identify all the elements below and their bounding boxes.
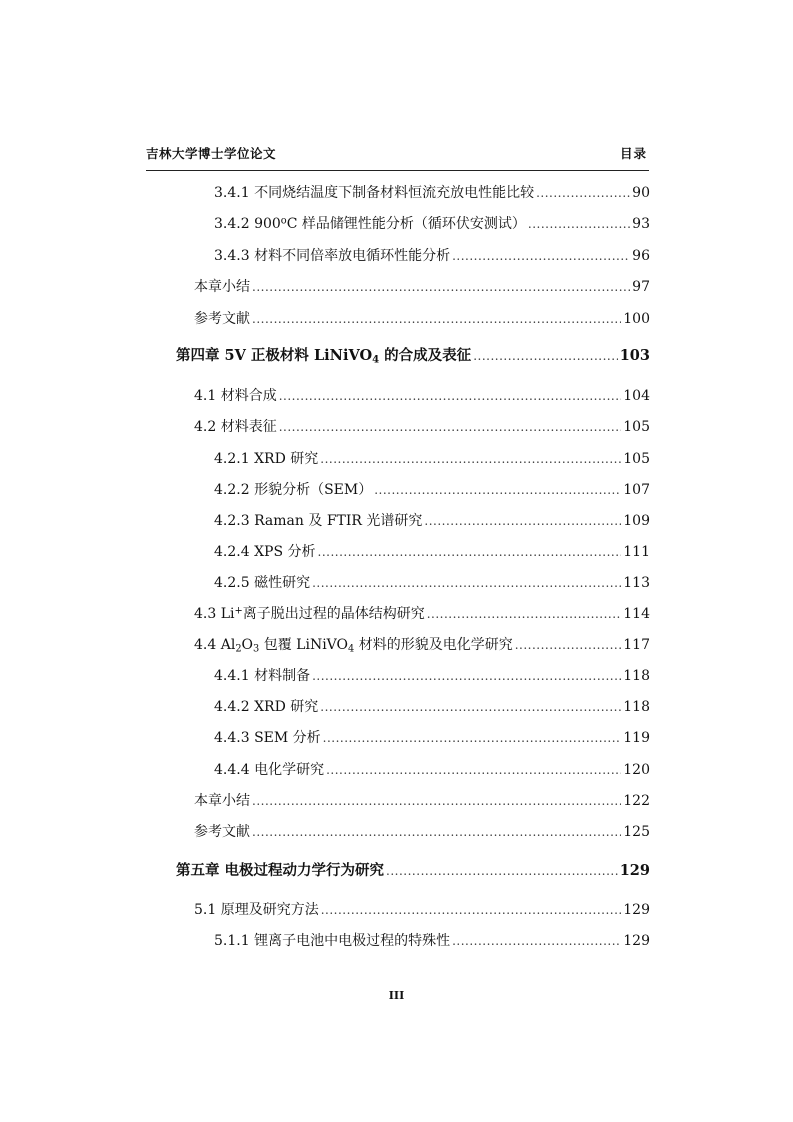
toc-entry-page: 111 [623,544,650,560]
toc-dot-leader [427,605,622,623]
toc-entry-title: 4.2.5 磁性研究 [214,575,311,591]
toc-entry[interactable] [194,792,650,810]
toc-entry[interactable] [194,278,650,296]
toc-chapter-entry[interactable] [176,347,650,365]
toc-entry[interactable] [194,901,650,919]
toc-dot-leader [473,347,618,365]
toc-entry[interactable] [214,215,650,233]
toc-entry[interactable] [214,698,650,716]
toc-entry-page: 105 [623,419,650,435]
toc-entry-title: 4.4 $Al_2O_3$ 包覆 LiNiVO$_4$ 材料的形貌及电化学研究 [194,637,513,655]
toc-entry-title: 4.2.4 XPS 分析 [214,544,316,560]
toc-dot-leader [320,698,621,716]
toc-dot-leader [320,450,621,468]
toc-entry-page: 113 [623,575,650,591]
toc-entry-page: 117 [623,637,650,653]
header-rule [146,170,649,171]
toc-dot-leader [536,184,630,202]
toc-entry[interactable] [194,310,650,328]
toc-entry-title: 本章小结 [194,279,250,295]
toc-entry-title: 4.4.4 电化学研究 [214,762,325,778]
toc-entry[interactable] [194,636,650,654]
toc-dot-leader [452,247,630,265]
toc-entry-title: 参考文献 [194,824,250,840]
header-section-title: 目录 [619,146,647,161]
toc-entry-page: 103 [619,347,650,364]
toc-dot-leader [321,901,622,919]
toc-dot-leader [279,418,622,436]
toc-dot-leader [424,512,621,530]
toc-dot-leader [386,862,618,880]
toc-entry-page: 90 [632,185,650,201]
toc-dot-leader [323,729,622,747]
toc-dot-leader [312,574,621,592]
toc-entry-title: 5.1 原理及研究方法 [194,902,319,918]
toc-dot-leader [252,278,630,296]
toc-entry[interactable] [214,761,650,779]
toc-entry-page: 118 [623,699,650,715]
toc-entry[interactable] [214,247,650,265]
toc-entry-title: 5.1.1 锂离子电池中电极过程的特殊性 [214,933,451,949]
toc-chapter-entry[interactable] [176,862,650,880]
toc-entry[interactable] [214,543,650,561]
toc-entry-title: 第四章 5V 正极材料 LiNiVO$_4$ 的合成及表征 [176,347,472,366]
toc-entry-page: 118 [623,668,650,684]
toc-entry-title: 第五章 电极过程动力学行为研究 [176,862,385,879]
page-number: III [388,989,405,1002]
toc-entry-title: 3.4.1 不同烧结温度下制备材料恒流充放电性能比较 [214,185,535,201]
toc-dot-leader [318,543,622,561]
toc-entry-title: 4.4.2 XRD 研究 [214,699,319,715]
toc-entry[interactable] [194,387,650,405]
toc-dot-leader [252,823,621,841]
toc-dot-leader [252,310,621,328]
toc-entry[interactable] [194,418,650,436]
toc-entry[interactable] [194,823,650,841]
toc-entry-page: 119 [623,730,650,746]
toc-entry-title: 3.4.3 材料不同倍率放电循环性能分析 [214,248,451,264]
toc-dot-leader [515,636,622,654]
toc-entry[interactable] [214,667,650,685]
toc-dot-leader [528,215,630,233]
toc-entry-title: 本章小结 [194,793,250,809]
toc-dot-leader [252,792,621,810]
toc-entry[interactable] [214,574,650,592]
toc-entry-title: 参考文献 [194,311,250,327]
toc-entry-title: 4.2.3 Raman 及 FTIR 光谱研究 [214,513,423,529]
toc-entry[interactable] [214,729,650,747]
toc-entry[interactable] [214,450,650,468]
toc-entry-page: 107 [623,482,650,498]
toc-entry-title: 4.2 材料表征 [194,419,277,435]
toc-entry[interactable] [194,605,650,623]
toc-dot-leader [326,761,621,779]
toc-dot-leader [279,387,622,405]
toc-entry-title: 4.1 材料合成 [194,388,277,404]
toc-entry-page: 114 [623,606,650,622]
toc-entry-page: 104 [623,388,650,404]
toc-entry[interactable] [214,481,650,499]
toc-entry-page: 129 [619,862,650,879]
toc-entry-title: 4.4.3 SEM 分析 [214,730,321,746]
toc-entry[interactable] [214,932,650,950]
toc-entry-page: 105 [623,451,650,467]
toc-entry-page: 100 [623,311,650,327]
toc-entry-page: 129 [623,933,650,949]
toc-entry-page: 96 [632,248,650,264]
toc-entry[interactable] [214,184,650,202]
toc-entry-title: 3.4.2 900$^o$C 样品储锂性能分析（循环伏安测试） [214,215,526,232]
toc-entry-title: 4.2.1 XRD 研究 [214,451,319,467]
toc-entry-title: 4.4.1 材料制备 [214,668,311,684]
toc-entry-page: 122 [623,793,650,809]
toc-entry-title: 4.2.2 形貌分析（SEM） [214,482,373,498]
toc-entry-page: 125 [623,824,650,840]
running-header [146,144,649,160]
toc-entry-page: 109 [623,513,650,529]
toc-entry-title: 4.3 Li+离子脱出过程的晶体结构研究 [194,605,425,622]
toc-entry-page: 93 [632,216,650,232]
toc-entry[interactable] [214,512,650,530]
toc-entry-page: 97 [632,279,650,295]
toc-entry-page: 120 [623,762,650,778]
toc-entry-page: 129 [623,902,650,918]
header-thesis-title: 吉林大学博士学位论文 [146,146,277,161]
toc-dot-leader [374,481,621,499]
toc-dot-leader [452,932,621,950]
toc-dot-leader [312,667,621,685]
